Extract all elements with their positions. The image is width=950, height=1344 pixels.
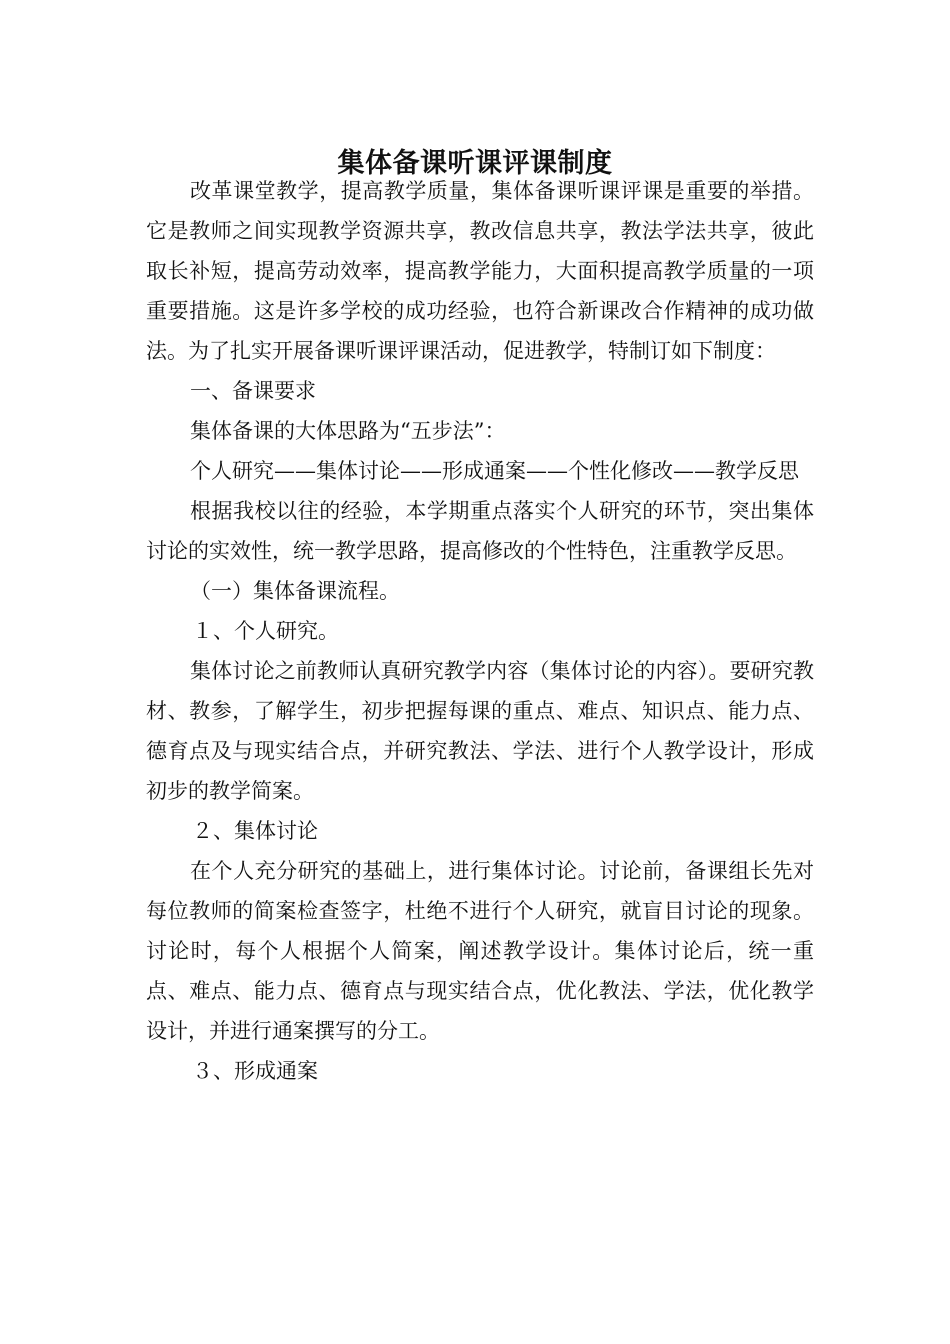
- five-step-sequence: 个人研究——集体讨论——形成通案——个性化修改——教学反思: [190, 459, 799, 483]
- intro-paragraph: 改革课堂教学，提高教学质量，集体备课听课评课是重要的举措。它是教师之间实现教学资源共享，教改信息共享，教法学法共享，彼此取长补短，提高劳动效率，提高教学能力，大面积提高教学质量的一项重要措施。这是许多学校的成功经验，也符合新课改合作精神的成功做法。为了扎实开展备课听课评课活动，促进教学，特制订如下制度：: [146, 179, 814, 363]
- document-body: [146, 171, 814, 1091]
- semester-focus-paragraph: 根据我校以往的经验，本学期重点落实个人研究的环节，突出集体讨论的实效性，统一教学思路，提高修改的个性特色，注重教学反思。: [146, 499, 814, 563]
- section-heading-preparation: 一、备课要求: [190, 379, 316, 403]
- step-heading-group-discussion: ２、集体讨论: [192, 819, 318, 843]
- group-discussion-paragraph: 在个人充分研究的基础上，进行集体讨论。讨论前，备课组长先对每位教师的简案检查签字，杜绝不进行个人研究，就盲目讨论的现象。讨论时，每个人根据个人简案，阐述教学设计。集体讨论后，统一重点、难点、能力点、德育点与现实结合点，优化教法、学法，优化教学设计，并进行通案撰写的分工。: [146, 859, 814, 1043]
- individual-research-paragraph: 集体讨论之前教师认真研究教学内容（集体讨论的内容）。要研究教材、教参，了解学生，初步把握每课的重点、难点、知识点、能力点、德育点及与现实结合点，并研究教法、学法、进行个人教学设计，形成初步的教学简案。: [146, 659, 814, 803]
- five-step-intro: 集体备课的大体思路为“五步法”：: [190, 419, 506, 443]
- step-heading-common-plan: ３、形成通案: [192, 1059, 318, 1083]
- document-title: 集体备课听课评课制度: [337, 148, 613, 180]
- step-heading-individual-research: １、个人研究。: [192, 619, 339, 643]
- subsection-heading-process: （一）集体备课流程。: [190, 579, 400, 603]
